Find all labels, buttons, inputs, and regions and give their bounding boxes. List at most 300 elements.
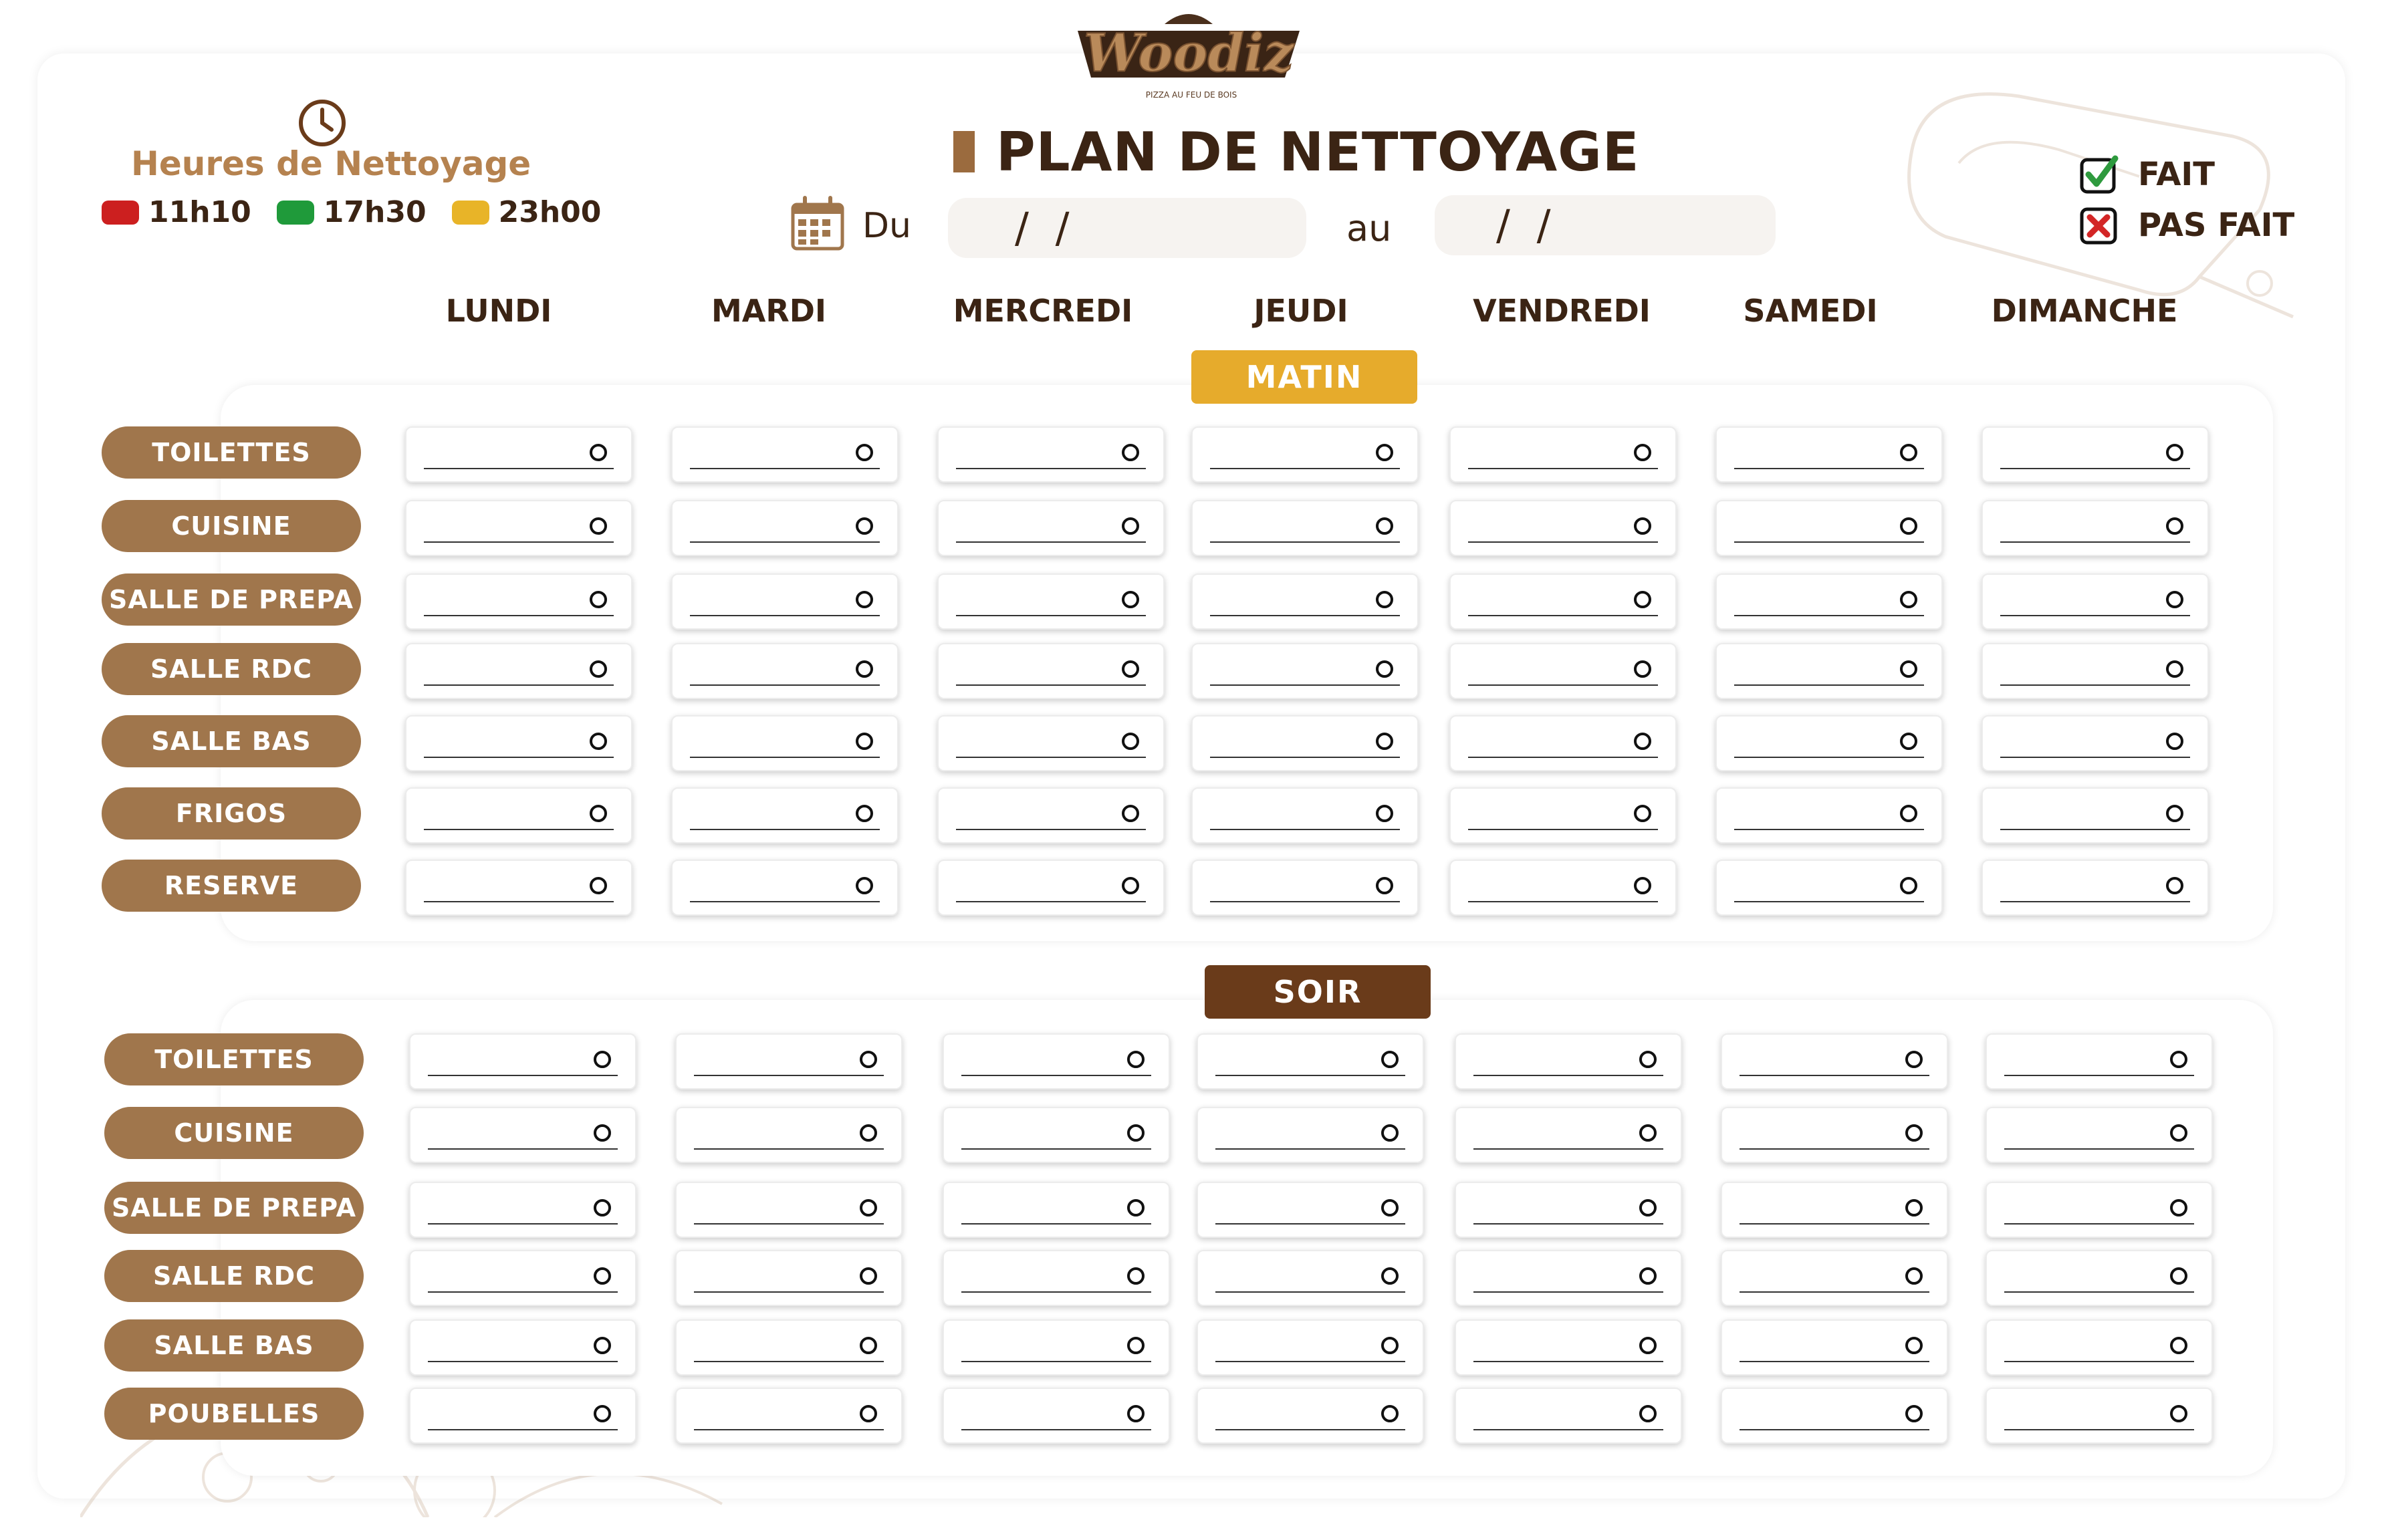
matin-row-label-salle-rdc: SALLE RDC — [102, 643, 361, 695]
initials-line — [961, 1291, 1151, 1293]
matin-cell-vendredi-cuisine[interactable] — [1449, 500, 1677, 556]
soir-cell-jeudi-salle-de-prepa[interactable] — [1197, 1182, 1424, 1238]
page-title-wrap — [953, 122, 1639, 182]
status-circle-icon[interactable] — [1127, 1337, 1145, 1354]
status-circle-icon[interactable] — [2170, 1405, 2187, 1422]
status-not-done-label: PAS FAIT — [2138, 207, 2295, 244]
soir-cell-mardi-salle-bas[interactable] — [675, 1319, 903, 1376]
status-circle-icon[interactable] — [2170, 1124, 2187, 1142]
matin-cell-mercredi-cuisine[interactable] — [937, 500, 1165, 556]
status-circle-icon[interactable] — [1900, 660, 1917, 678]
matin-cell-lundi-salle-rdc[interactable] — [405, 643, 632, 699]
logo-wordmark: Woodiz — [1084, 23, 1294, 84]
status-circle-icon[interactable] — [2166, 733, 2183, 750]
title-accent-bar — [953, 131, 975, 172]
soir-cell-jeudi-toilettes[interactable] — [1197, 1033, 1424, 1089]
status-circle-icon[interactable] — [1122, 733, 1139, 750]
status-circle-icon[interactable] — [1127, 1267, 1145, 1285]
initials-line — [961, 1148, 1151, 1150]
status-circle-icon[interactable] — [1376, 591, 1393, 608]
initials-line — [1473, 1429, 1663, 1430]
initials-line — [961, 1075, 1151, 1076]
matin-cell-dimanche-salle-de-prepa[interactable] — [1982, 573, 2209, 630]
matin-cell-vendredi-reserve[interactable] — [1449, 860, 1677, 916]
status-circle-icon[interactable] — [1905, 1267, 1923, 1285]
initials-line — [1473, 1148, 1663, 1150]
status-circle-icon[interactable] — [2166, 877, 2183, 894]
status-circle-icon[interactable] — [1639, 1405, 1657, 1422]
day-header-vendredi: VENDREDI — [1473, 293, 1651, 329]
matin-cell-dimanche-frigos[interactable] — [1982, 787, 2209, 844]
status-circle-icon[interactable] — [860, 1405, 877, 1422]
status-circle-icon[interactable] — [1639, 1124, 1657, 1142]
soir-cell-dimanche-salle-rdc[interactable] — [1986, 1250, 2213, 1306]
status-circle-icon[interactable] — [860, 1051, 877, 1068]
matin-cell-lundi-toilettes[interactable] — [405, 426, 632, 483]
status-circle-icon[interactable] — [1376, 444, 1393, 461]
date-to-field[interactable]: / / — [1435, 195, 1776, 255]
initials-line — [1473, 1075, 1663, 1076]
soir-cell-vendredi-salle-de-prepa[interactable] — [1455, 1182, 1682, 1238]
matin-cell-mercredi-salle-de-prepa[interactable] — [937, 573, 1165, 630]
status-circle-icon[interactable] — [594, 1199, 611, 1216]
matin-cell-vendredi-salle-rdc[interactable] — [1449, 643, 1677, 699]
matin-cell-mercredi-frigos[interactable] — [937, 787, 1165, 844]
initials-line — [1473, 1223, 1663, 1225]
soir-cell-lundi-salle-rdc[interactable] — [409, 1250, 636, 1306]
matin-cell-dimanche-toilettes[interactable] — [1982, 426, 2209, 483]
soir-cell-mercredi-salle-de-prepa[interactable] — [943, 1182, 1170, 1238]
status-circle-icon[interactable] — [2166, 517, 2183, 535]
matin-cell-samedi-toilettes[interactable] — [1715, 426, 1943, 483]
initials-line — [690, 901, 880, 902]
initials-line — [956, 829, 1146, 830]
initials-line — [1210, 684, 1400, 686]
cleaning-time-2 — [452, 195, 602, 229]
matin-row-label-salle-bas: SALLE BAS — [102, 715, 361, 767]
initials-line — [1740, 1148, 1929, 1150]
soir-row-label-salle-bas: SALLE BAS — [104, 1319, 364, 1372]
status-circle-icon[interactable] — [1127, 1405, 1145, 1422]
initials-line — [424, 615, 614, 616]
status-circle-icon[interactable] — [1900, 877, 1917, 894]
matin-cell-lundi-salle-bas[interactable] — [405, 715, 632, 771]
status-circle-icon[interactable] — [1122, 444, 1139, 461]
status-circle-icon[interactable] — [1127, 1199, 1145, 1216]
status-circle-icon[interactable] — [1634, 733, 1651, 750]
initials-line — [1215, 1361, 1405, 1362]
soir-cell-samedi-salle-rdc[interactable] — [1721, 1250, 1948, 1306]
status-circle-icon[interactable] — [594, 1267, 611, 1285]
status-circle-icon[interactable] — [1639, 1199, 1657, 1216]
status-circle-icon[interactable] — [1639, 1051, 1657, 1068]
status-circle-icon[interactable] — [590, 733, 607, 750]
soir-cell-vendredi-salle-bas[interactable] — [1455, 1319, 1682, 1376]
soir-cell-mardi-toilettes[interactable] — [675, 1033, 903, 1089]
status-circle-icon[interactable] — [1376, 877, 1393, 894]
time-label: 23h00 — [498, 195, 602, 229]
initials-line — [1734, 468, 1924, 469]
red-cross-icon — [2079, 205, 2119, 245]
matin-cell-lundi-salle-de-prepa[interactable] — [405, 573, 632, 630]
soir-cell-dimanche-salle-de-prepa[interactable] — [1986, 1182, 2213, 1238]
soir-cell-vendredi-poubelles[interactable] — [1455, 1388, 1682, 1444]
matin-row-label-cuisine: CUISINE — [102, 500, 361, 552]
matin-cell-dimanche-reserve[interactable] — [1982, 860, 2209, 916]
status-circle-icon[interactable] — [1905, 1337, 1923, 1354]
soir-cell-mardi-salle-rdc[interactable] — [675, 1250, 903, 1306]
initials-line — [1734, 615, 1924, 616]
soir-cell-dimanche-poubelles[interactable] — [1986, 1388, 2213, 1444]
soir-cell-mercredi-salle-bas[interactable] — [943, 1319, 1170, 1376]
matin-cell-vendredi-toilettes[interactable] — [1449, 426, 1677, 483]
status-circle-icon[interactable] — [2166, 591, 2183, 608]
initials-line — [1740, 1429, 1929, 1430]
status-circle-icon[interactable] — [1381, 1124, 1399, 1142]
initials-line — [2004, 1223, 2194, 1225]
matin-row-label-salle-de-prepa: SALLE DE PREPA — [102, 573, 361, 626]
initials-line — [1734, 829, 1924, 830]
soir-cell-jeudi-salle-bas[interactable] — [1197, 1319, 1424, 1376]
calendar-icon — [789, 195, 846, 253]
soir-cell-samedi-salle-de-prepa[interactable] — [1721, 1182, 1948, 1238]
status-circle-icon[interactable] — [2170, 1337, 2187, 1354]
status-circle-icon[interactable] — [856, 877, 873, 894]
initials-line — [2004, 1148, 2194, 1150]
date-from-field[interactable]: / / — [948, 198, 1306, 258]
status-circle-icon[interactable] — [2170, 1199, 2187, 1216]
status-circle-icon[interactable] — [590, 805, 607, 822]
initials-line — [694, 1075, 884, 1076]
initials-line — [690, 615, 880, 616]
status-circle-icon[interactable] — [1900, 444, 1917, 461]
matin-cell-samedi-cuisine[interactable] — [1715, 500, 1943, 556]
cleaning-time-1 — [277, 195, 427, 229]
matin-cell-dimanche-cuisine[interactable] — [1982, 500, 2209, 556]
soir-cell-dimanche-cuisine[interactable] — [1986, 1107, 2213, 1163]
soir-cell-samedi-salle-bas[interactable] — [1721, 1319, 1948, 1376]
matin-cell-lundi-reserve[interactable] — [405, 860, 632, 916]
status-circle-icon[interactable] — [1634, 444, 1651, 461]
day-header-dimanche: DIMANCHE — [1991, 293, 2178, 329]
soir-cell-mercredi-toilettes[interactable] — [943, 1033, 1170, 1089]
status-circle-icon[interactable] — [1122, 805, 1139, 822]
status-circle-icon[interactable] — [1122, 517, 1139, 535]
initials-line — [694, 1223, 884, 1225]
soir-cell-jeudi-cuisine[interactable] — [1197, 1107, 1424, 1163]
status-circle-icon[interactable] — [856, 591, 873, 608]
initials-line — [1210, 615, 1400, 616]
status-circle-icon[interactable] — [1905, 1199, 1923, 1216]
soir-cell-vendredi-cuisine[interactable] — [1455, 1107, 1682, 1163]
status-circle-icon[interactable] — [594, 1337, 611, 1354]
soir-cell-jeudi-poubelles[interactable] — [1197, 1388, 1424, 1444]
initials-line — [424, 541, 614, 543]
status-circle-icon[interactable] — [1381, 1199, 1399, 1216]
initials-line — [1468, 901, 1658, 902]
status-circle-icon[interactable] — [1905, 1124, 1923, 1142]
woodiz-logo — [1064, 4, 1313, 111]
status-circle-icon[interactable] — [1905, 1405, 1923, 1422]
status-circle-icon[interactable] — [590, 444, 607, 461]
matin-cell-lundi-frigos[interactable] — [405, 787, 632, 844]
matin-cell-mercredi-salle-rdc[interactable] — [937, 643, 1165, 699]
matin-cell-vendredi-salle-bas[interactable] — [1449, 715, 1677, 771]
status-legend — [2079, 154, 2294, 255]
initials-line — [428, 1148, 618, 1150]
matin-cell-mercredi-salle-bas[interactable] — [937, 715, 1165, 771]
matin-cell-mardi-toilettes[interactable] — [671, 426, 899, 483]
matin-cell-samedi-salle-de-prepa[interactable] — [1715, 573, 1943, 630]
initials-line — [2000, 829, 2190, 830]
status-circle-icon[interactable] — [2166, 444, 2183, 461]
soir-row-label-salle-rdc: SALLE RDC — [104, 1250, 364, 1302]
matin-cell-jeudi-toilettes[interactable] — [1191, 426, 1419, 483]
section-morning-tag: MATIN — [1191, 350, 1417, 404]
status-circle-icon[interactable] — [860, 1267, 877, 1285]
initials-line — [690, 541, 880, 543]
initials-line — [2004, 1361, 2194, 1362]
initials-line — [1468, 468, 1658, 469]
status-circle-icon[interactable] — [856, 733, 873, 750]
initials-line — [956, 684, 1146, 686]
matin-cell-dimanche-salle-rdc[interactable] — [1982, 643, 2209, 699]
initials-line — [1734, 901, 1924, 902]
matin-cell-samedi-reserve[interactable] — [1715, 860, 1943, 916]
day-header-jeudi: JEUDI — [1253, 293, 1348, 329]
matin-row-label-toilettes: TOILETTES — [102, 426, 361, 479]
initials-line — [1468, 757, 1658, 758]
status-circle-icon[interactable] — [860, 1337, 877, 1354]
initials-line — [1468, 541, 1658, 543]
initials-line — [1215, 1148, 1405, 1150]
initials-line — [424, 757, 614, 758]
initials-line — [424, 901, 614, 902]
initials-line — [1473, 1291, 1663, 1293]
status-circle-icon[interactable] — [860, 1124, 877, 1142]
initials-line — [1740, 1075, 1929, 1076]
soir-cell-lundi-cuisine[interactable] — [409, 1107, 636, 1163]
day-header-mercredi: MERCREDI — [953, 293, 1133, 329]
initials-line — [956, 541, 1146, 543]
status-circle-icon[interactable] — [1122, 660, 1139, 678]
status-done-label: FAIT — [2138, 156, 2216, 193]
page-title: PLAN DE NETTOYAGE — [996, 120, 1640, 183]
green-check-icon — [2079, 154, 2119, 195]
initials-line — [1468, 684, 1658, 686]
status-circle-icon[interactable] — [1381, 1337, 1399, 1354]
status-circle-icon[interactable] — [1634, 591, 1651, 608]
date-from-label: Du — [862, 206, 911, 246]
day-header-lundi: LUNDI — [445, 293, 552, 329]
status-circle-icon[interactable] — [1127, 1051, 1145, 1068]
matin-cell-vendredi-salle-de-prepa[interactable] — [1449, 573, 1677, 630]
matin-cell-jeudi-frigos[interactable] — [1191, 787, 1419, 844]
soir-cell-mercredi-poubelles[interactable] — [943, 1388, 1170, 1444]
matin-cell-jeudi-salle-rdc[interactable] — [1191, 643, 1419, 699]
status-circle-icon[interactable] — [1634, 660, 1651, 678]
matin-cell-samedi-frigos[interactable] — [1715, 787, 1943, 844]
initials-line — [1210, 829, 1400, 830]
initials-line — [690, 468, 880, 469]
time-color-swatch — [452, 201, 489, 225]
soir-cell-mardi-poubelles[interactable] — [675, 1388, 903, 1444]
status-legend-done — [2079, 154, 2294, 195]
status-circle-icon[interactable] — [590, 877, 607, 894]
soir-cell-jeudi-salle-rdc[interactable] — [1197, 1250, 1424, 1306]
soir-cell-lundi-salle-bas[interactable] — [409, 1319, 636, 1376]
soir-cell-lundi-poubelles[interactable] — [409, 1388, 636, 1444]
status-circle-icon[interactable] — [1127, 1124, 1145, 1142]
logo-tagline: PIZZA AU FEU DE BOIS — [1145, 90, 1237, 100]
matin-cell-mardi-salle-bas[interactable] — [671, 715, 899, 771]
soir-row-label-salle-de-prepa: SALLE DE PREPA — [104, 1182, 364, 1234]
status-circle-icon[interactable] — [590, 517, 607, 535]
soir-cell-samedi-toilettes[interactable] — [1721, 1033, 1948, 1089]
initials-line — [690, 684, 880, 686]
status-circle-icon[interactable] — [1634, 805, 1651, 822]
soir-cell-mardi-salle-de-prepa[interactable] — [675, 1182, 903, 1238]
time-label: 17h30 — [323, 195, 427, 229]
status-circle-icon[interactable] — [1900, 733, 1917, 750]
soir-cell-lundi-toilettes[interactable] — [409, 1033, 636, 1089]
initials-line — [2000, 901, 2190, 902]
status-circle-icon[interactable] — [1900, 805, 1917, 822]
soir-cell-dimanche-salle-bas[interactable] — [1986, 1319, 2213, 1376]
status-circle-icon[interactable] — [856, 805, 873, 822]
initials-line — [690, 757, 880, 758]
matin-cell-jeudi-salle-bas[interactable] — [1191, 715, 1419, 771]
initials-line — [2004, 1291, 2194, 1293]
status-circle-icon[interactable] — [1381, 1267, 1399, 1285]
soir-cell-mercredi-salle-rdc[interactable] — [943, 1250, 1170, 1306]
matin-cell-mardi-cuisine[interactable] — [671, 500, 899, 556]
soir-row-label-toilettes: TOILETTES — [104, 1033, 364, 1085]
soir-cell-mardi-cuisine[interactable] — [675, 1107, 903, 1163]
status-circle-icon[interactable] — [1381, 1051, 1399, 1068]
status-circle-icon[interactable] — [856, 660, 873, 678]
matin-cell-samedi-salle-rdc[interactable] — [1715, 643, 1943, 699]
initials-line — [961, 1361, 1151, 1362]
matin-cell-jeudi-cuisine[interactable] — [1191, 500, 1419, 556]
initials-line — [2000, 757, 2190, 758]
status-circle-icon[interactable] — [2166, 805, 2183, 822]
status-circle-icon[interactable] — [1381, 1405, 1399, 1422]
status-circle-icon[interactable] — [1900, 591, 1917, 608]
soir-cell-lundi-salle-de-prepa[interactable] — [409, 1182, 636, 1238]
time-color-swatch — [102, 201, 139, 225]
initials-line — [1740, 1223, 1929, 1225]
initials-line — [428, 1223, 618, 1225]
matin-cell-vendredi-frigos[interactable] — [1449, 787, 1677, 844]
status-circle-icon[interactable] — [2166, 660, 2183, 678]
initials-line — [2000, 684, 2190, 686]
status-circle-icon[interactable] — [1122, 591, 1139, 608]
status-circle-icon[interactable] — [860, 1199, 877, 1216]
initials-line — [2004, 1429, 2194, 1430]
initials-line — [1468, 829, 1658, 830]
initials-line — [694, 1361, 884, 1362]
soir-cell-samedi-cuisine[interactable] — [1721, 1107, 1948, 1163]
status-circle-icon[interactable] — [1376, 660, 1393, 678]
matin-row-label-reserve: RESERVE — [102, 860, 361, 912]
initials-line — [424, 468, 614, 469]
matin-cell-jeudi-reserve[interactable] — [1191, 860, 1419, 916]
matin-cell-dimanche-salle-bas[interactable] — [1982, 715, 2209, 771]
status-circle-icon[interactable] — [590, 591, 607, 608]
status-circle-icon[interactable] — [1905, 1051, 1923, 1068]
soir-row-label-poubelles: POUBELLES — [104, 1388, 364, 1440]
status-circle-icon[interactable] — [594, 1124, 611, 1142]
status-circle-icon[interactable] — [1634, 517, 1651, 535]
soir-cell-vendredi-toilettes[interactable] — [1455, 1033, 1682, 1089]
matin-cell-mardi-salle-rdc[interactable] — [671, 643, 899, 699]
initials-line — [1210, 541, 1400, 543]
day-header-mardi: MARDI — [711, 293, 827, 329]
status-circle-icon[interactable] — [1122, 877, 1139, 894]
day-header-samedi: SAMEDI — [1743, 293, 1878, 329]
status-circle-icon[interactable] — [1376, 733, 1393, 750]
matin-cell-mercredi-reserve[interactable] — [937, 860, 1165, 916]
matin-cell-samedi-salle-bas[interactable] — [1715, 715, 1943, 771]
initials-line — [428, 1291, 618, 1293]
matin-cell-mardi-frigos[interactable] — [671, 787, 899, 844]
status-circle-icon[interactable] — [1639, 1267, 1657, 1285]
soir-cell-samedi-poubelles[interactable] — [1721, 1388, 1948, 1444]
status-circle-icon[interactable] — [1376, 517, 1393, 535]
matin-cell-jeudi-salle-de-prepa[interactable] — [1191, 573, 1419, 630]
matin-cell-mardi-salle-de-prepa[interactable] — [671, 573, 899, 630]
initials-line — [1210, 468, 1400, 469]
initials-line — [1740, 1361, 1929, 1362]
initials-line — [1215, 1223, 1405, 1225]
status-circle-icon[interactable] — [856, 517, 873, 535]
cleaning-time-0 — [102, 195, 251, 229]
status-circle-icon[interactable] — [2170, 1051, 2187, 1068]
matin-row-label-frigos: FRIGOS — [102, 787, 361, 840]
status-circle-icon[interactable] — [856, 444, 873, 461]
matin-cell-mercredi-toilettes[interactable] — [937, 426, 1165, 483]
initials-line — [1215, 1075, 1405, 1076]
initials-line — [694, 1148, 884, 1150]
initials-line — [956, 757, 1146, 758]
initials-line — [428, 1429, 618, 1430]
status-circle-icon[interactable] — [1900, 517, 1917, 535]
status-circle-icon[interactable] — [2170, 1267, 2187, 1285]
initials-line — [424, 829, 614, 830]
initials-line — [956, 615, 1146, 616]
initials-line — [961, 1223, 1151, 1225]
status-legend-not-done — [2079, 205, 2294, 246]
soir-cell-mercredi-cuisine[interactable] — [943, 1107, 1170, 1163]
initials-line — [428, 1075, 618, 1076]
initials-line — [424, 684, 614, 686]
status-circle-icon[interactable] — [1634, 877, 1651, 894]
status-circle-icon[interactable] — [1376, 805, 1393, 822]
status-circle-icon[interactable] — [594, 1051, 611, 1068]
status-circle-icon[interactable] — [594, 1405, 611, 1422]
status-circle-icon[interactable] — [1639, 1337, 1657, 1354]
matin-cell-mardi-reserve[interactable] — [671, 860, 899, 916]
initials-line — [1468, 615, 1658, 616]
soir-cell-vendredi-salle-rdc[interactable] — [1455, 1250, 1682, 1306]
matin-cell-lundi-cuisine[interactable] — [405, 500, 632, 556]
initials-line — [1215, 1291, 1405, 1293]
status-circle-icon[interactable] — [590, 660, 607, 678]
cleaning-hours-heading: Heures de Nettoyage — [131, 144, 531, 183]
soir-cell-dimanche-toilettes[interactable] — [1986, 1033, 2213, 1089]
initials-line — [956, 468, 1146, 469]
